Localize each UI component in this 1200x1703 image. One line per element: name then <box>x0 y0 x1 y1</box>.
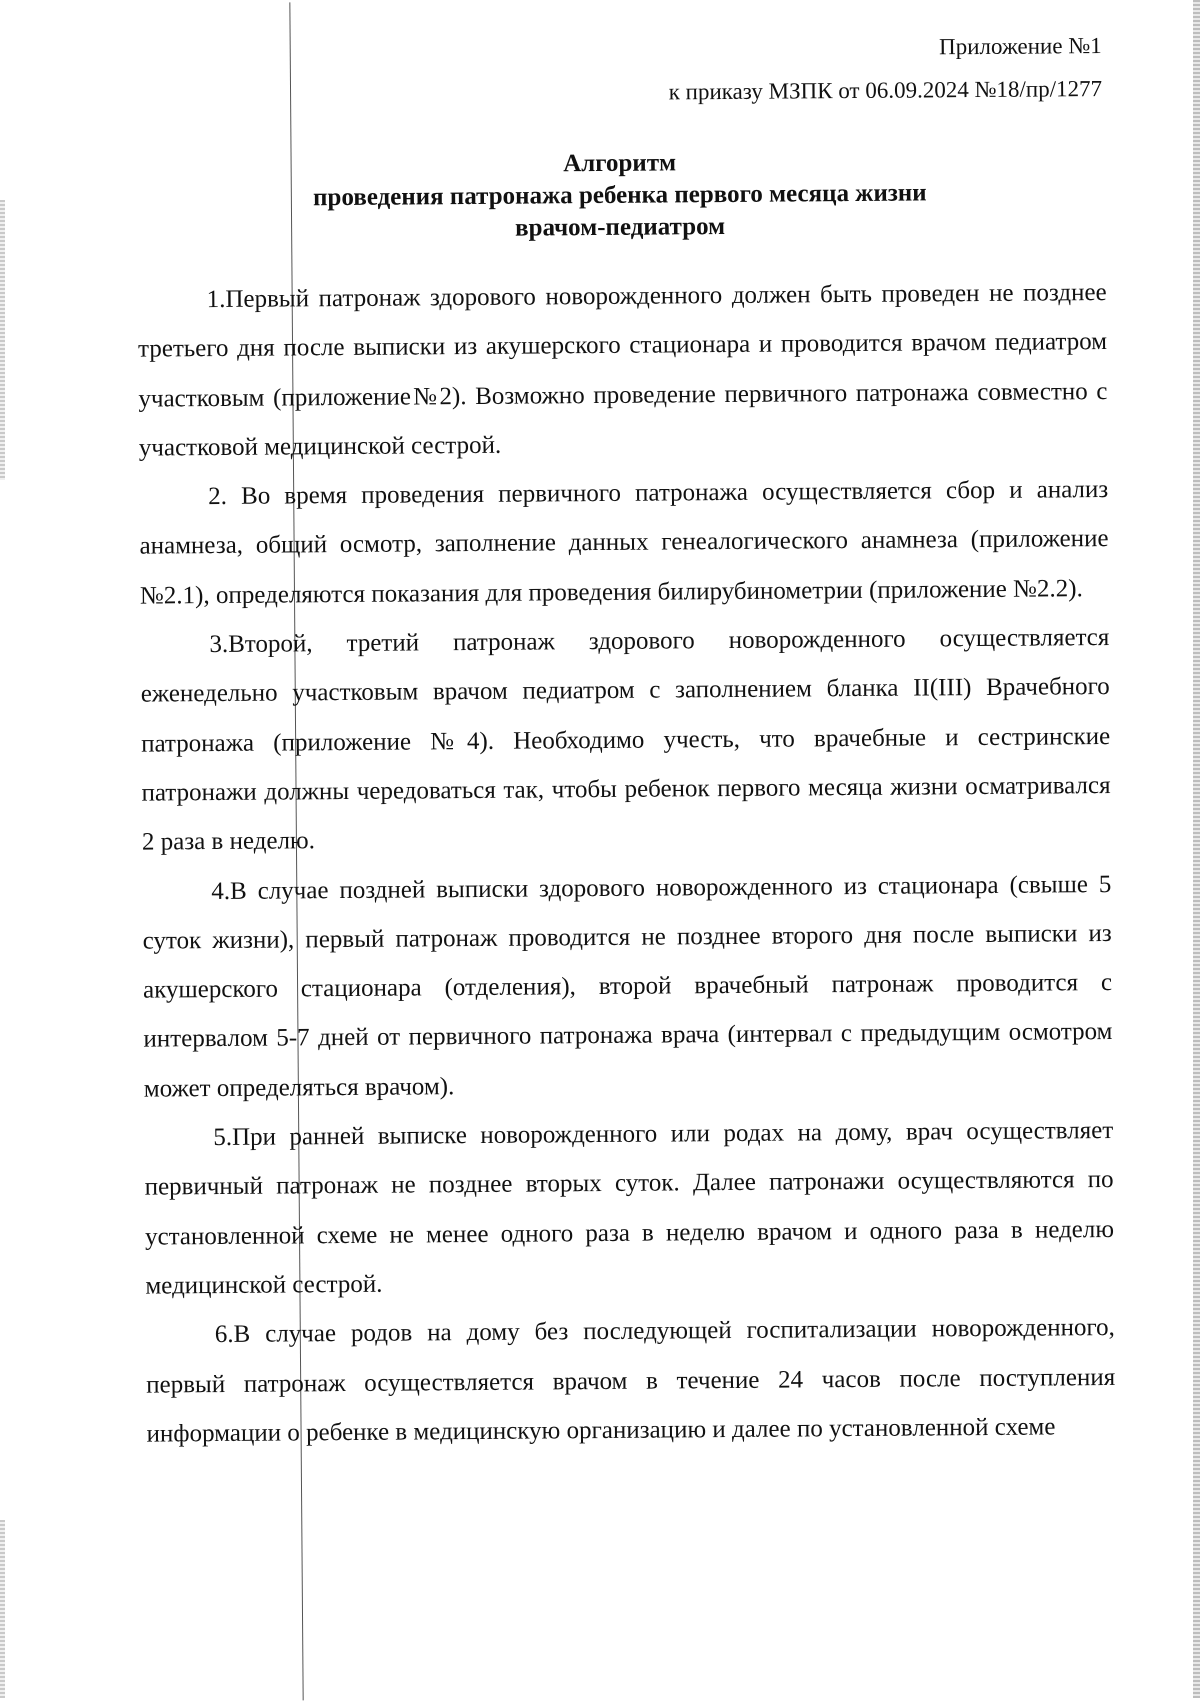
title-line-3: врачом-педиатром <box>515 212 726 242</box>
appendix-label: Приложение №1 <box>938 33 1102 60</box>
paragraph-5: 5.При ранней выписке новорожденного или родах на дому, врач осуществляет первичный патронаж не позднее вторых суток. Далее патронажи осуществляются по установленной схеме не менее одного раза в неделю врачом и одного раза в неделю медицинской сестрой. <box>144 1117 1115 1300</box>
document-title <box>135 144 1106 248</box>
paragraph-4: 4.В случае поздней выписки здорового новорожденного из стационара (свыше 5 суток жизни), первый патронаж проводится не позднее второго дня после выписки из акушерского стационара (отделения), второй врачебный патронаж проводится с интервалом 5-7 дней от первичного патронажа врача (интервал с предыдущим осмотром может определяться врачом). <box>142 870 1113 1103</box>
scan-edge-left-top <box>0 200 5 480</box>
paragraph-1: 1.Первый патронаж здорового новорожденного должен быть проведен не позднее третьего дня после выписки из акушерского стационара и проводится врачом педиатром участковым (приложение№2). Возможно проведение первичного патронажа совместно с участковой медицинской сестрой. <box>137 279 1108 462</box>
scan-edge-left-bottom <box>0 1520 5 1698</box>
order-reference: к приказу МЗПК от 06.09.2024 №18/пр/1277 <box>668 76 1103 105</box>
paragraph-3: 3.Второй, третий патронаж здорового новорожденного осуществляется еженедельно участковым врачом педиатром с заполнением бланка II(III) Врачебного патронажа (приложение №4). Необходимо учесть, что врачебные и сестринские патронажи должны чередоваться так, чтобы ребенок первого месяца жизни осматривался 2 раза в неделю. <box>140 624 1111 856</box>
document-body <box>137 268 1115 1459</box>
title-line-2: проведения патронажа ребенка первого месяца жизни <box>312 179 927 212</box>
document-header <box>668 24 1102 113</box>
title-line-1: Алгоритм <box>563 149 677 178</box>
scan-edge-right <box>1193 0 1200 1698</box>
paragraph-6: 6.В случае родов на дому без последующей госпитализации новорожденного, первый патронаж осуществляется врачом в течение 24 часов после поступления информации о ребенке в медицинскую организацию и далее по установленной схеме <box>146 1314 1116 1448</box>
paragraph-2: 2. Во время проведения первичного патронажа осуществляется сбор и анализ анамнеза, общий осмотр, заполнение данных генеалогического анамнеза (приложение №2.1), определяются показания для проведения билирубинометрии (приложение №2.2). <box>139 476 1109 610</box>
